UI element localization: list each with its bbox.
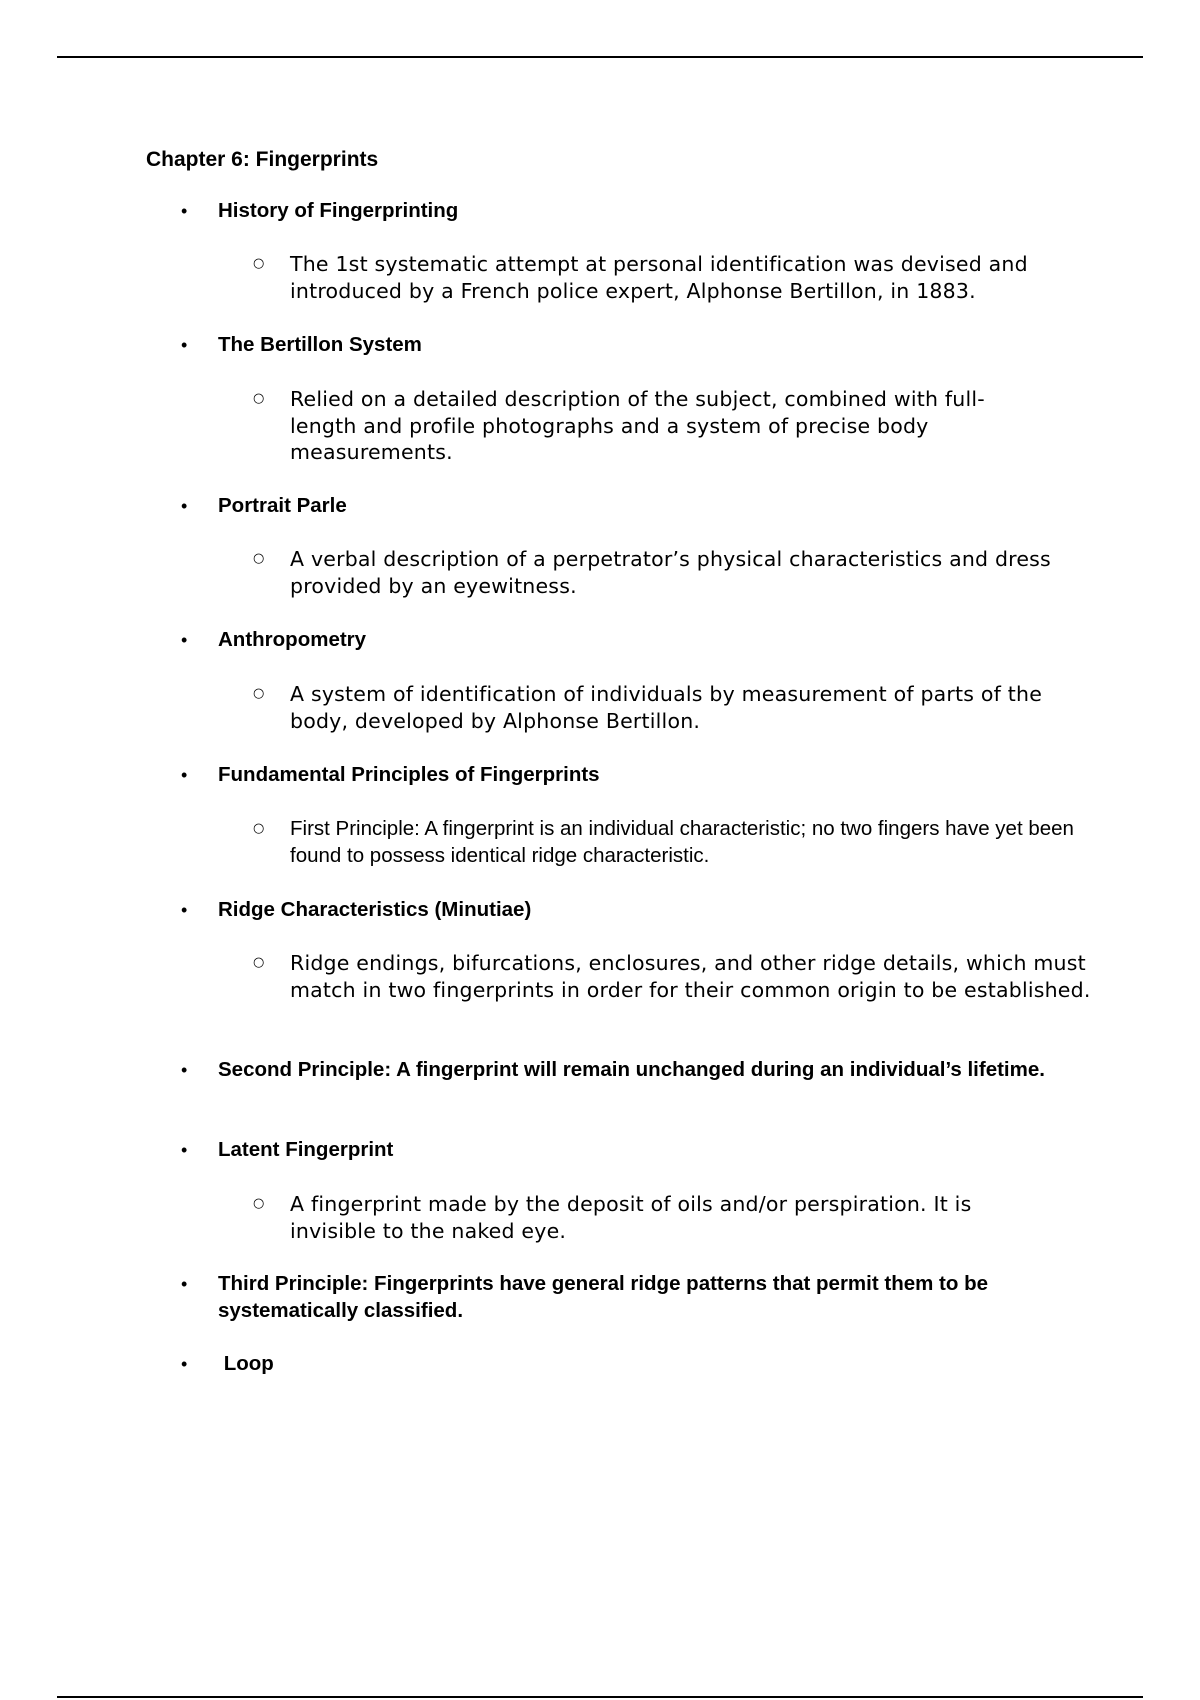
item-heading: The Bertillon System [218,333,422,356]
item-heading: History of Fingerprinting [218,199,459,222]
item-heading: Portrait Parle [218,494,347,517]
item-heading: Second Principle: A fingerprint will remain unchanged during an individual’s lifetime. [218,1058,1045,1081]
circle-bullet-icon: ○ [253,955,265,970]
item-detail: Relied on a detailed description of the subject, combined with full-length and profile photographs and a system of precise body measurements. [290,387,985,464]
item-detail: Ridge endings, bifurcations, enclosures, and other ridge details, which must match in two fingerprints in order for their common origin to be established. [290,951,1091,1002]
circle-bullet-icon: ○ [253,551,265,566]
item-heading: Ridge Characteristics (Minutiae) [218,898,532,921]
item-detail: A verbal description of a perpetrator’s physical characteristics and dress provided by an eyewitness. [290,547,1051,598]
item-heading: Third Principle: Fingerprints have general ridge patterns that permit them to be systematically classified. [218,1272,989,1322]
circle-bullet-icon: ○ [253,1196,265,1211]
bullet-icon: • [181,1274,188,1294]
bullet-icon: • [181,335,188,355]
item-heading: Loop [218,1352,274,1375]
item-detail: A fingerprint made by the deposit of oils and/or perspiration. It is invisible to the naked eye. [290,1192,972,1243]
item-heading: Latent Fingerprint [218,1138,394,1161]
item-detail: A system of identification of individuals by measurement of parts of the body, developed by Alphonse Bertillon. [290,682,1043,733]
bullet-icon: • [181,1060,188,1080]
bullet-icon: • [181,1140,188,1160]
item-detail: The 1st systematic attempt at personal identification was devised and introduced by a French police expert, Alphonse Bertillon, in 1883. [290,252,1028,303]
item-heading: Anthropometry [218,628,367,651]
bullet-icon: • [181,630,188,650]
top-rule [57,56,1143,58]
bullet-icon: • [181,1354,188,1374]
page-title: Chapter 6: Fingerprints [146,148,379,171]
circle-bullet-icon: ○ [253,686,265,701]
item-detail: First Principle: A fingerprint is an individual characteristic; no two fingers have yet been found to possess identical ridge characteristic. [290,817,1074,867]
circle-bullet-icon: ○ [253,391,265,406]
item-heading: Fundamental Principles of Fingerprints [218,763,600,786]
circle-bullet-icon: ○ [253,256,265,271]
bullet-icon: • [181,900,188,920]
bullet-icon: • [181,496,188,516]
bullet-icon: • [181,201,188,221]
circle-bullet-icon: ○ [253,821,265,836]
bottom-rule [57,1696,1143,1698]
bullet-icon: • [181,765,188,785]
